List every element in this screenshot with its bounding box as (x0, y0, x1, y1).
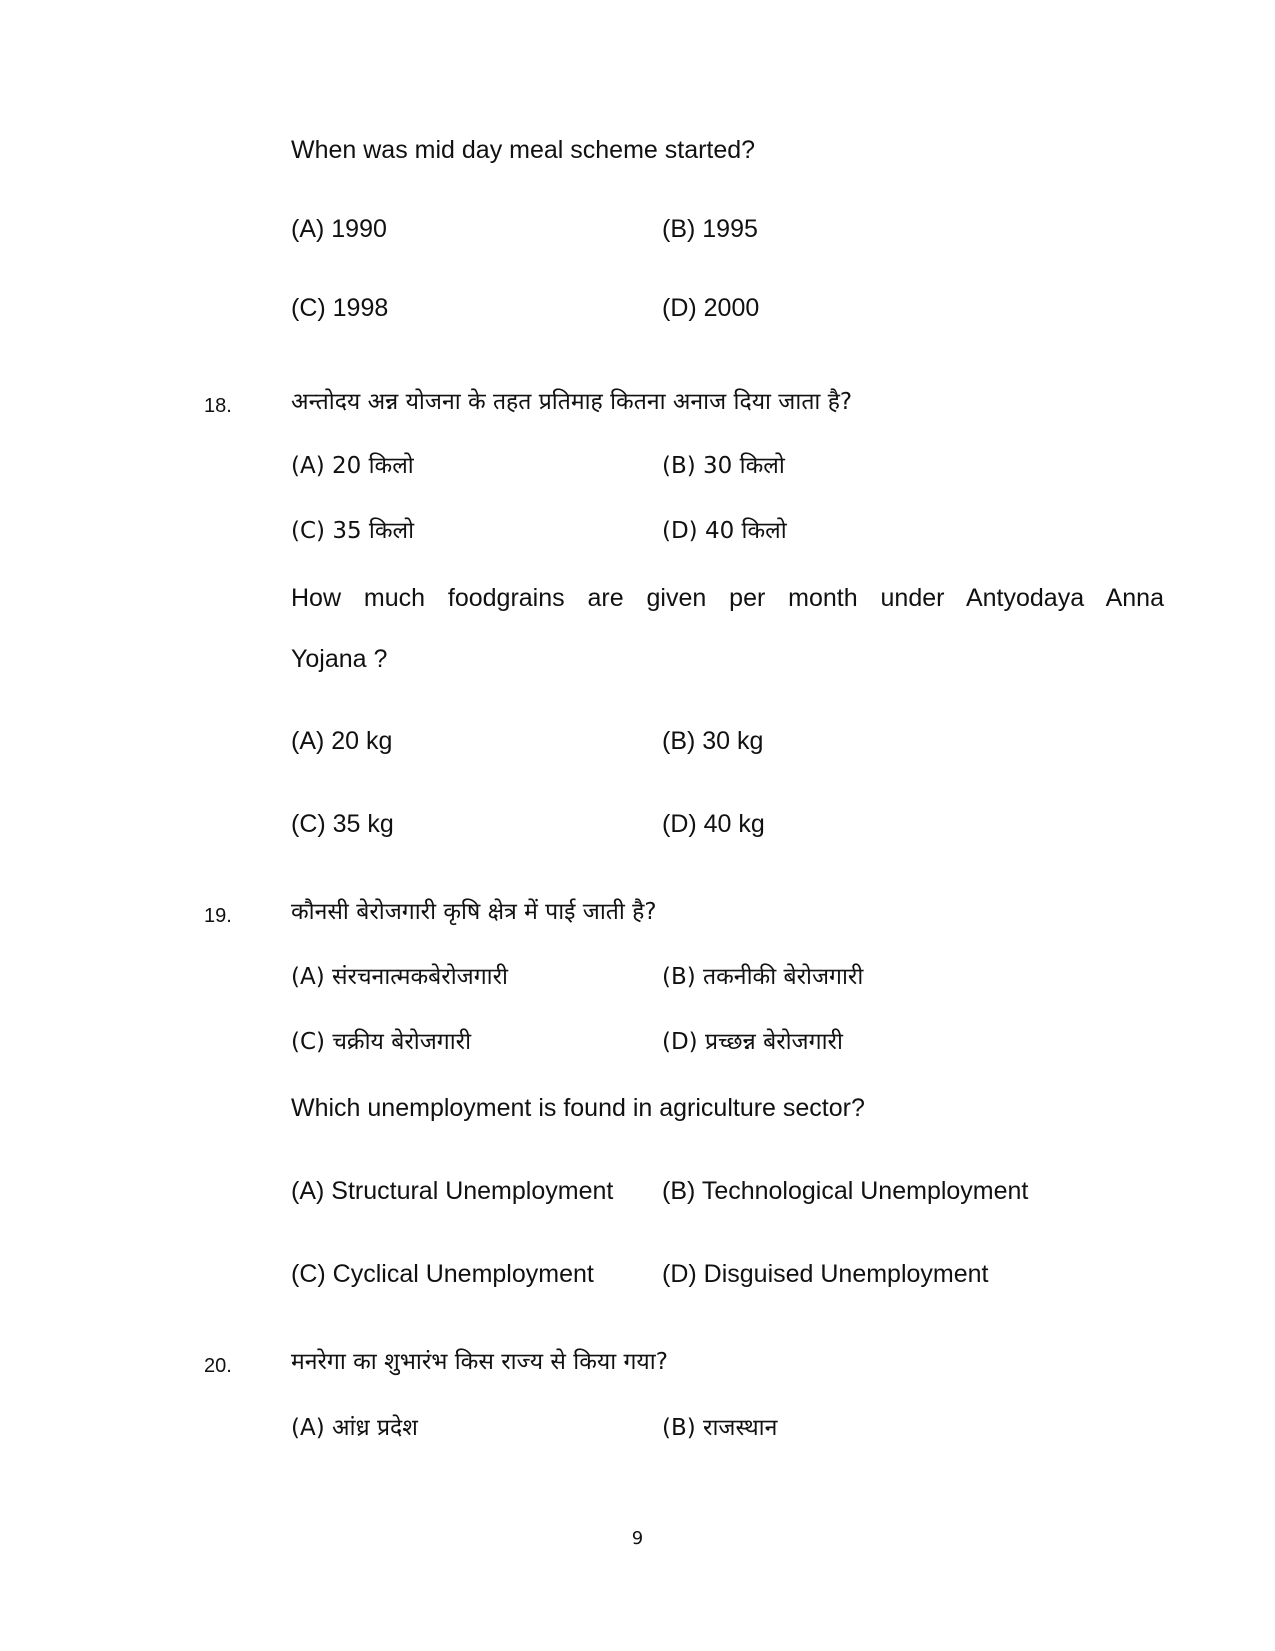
q20-option-a-hi: (A) आंध्र प्रदेश (291, 1415, 418, 1441)
q19-option-d-hi: (D) प्रच्छन्न बेरोजगारी (662, 1029, 843, 1055)
q19-option-c-hi: (C) चक्रीय बेरोजगारी (291, 1029, 472, 1055)
q18-number: 18. (204, 395, 232, 417)
q19-option-b-hi: (B) तकनीकी बेरोजगारी (662, 964, 864, 990)
q18-option-d-hi: (D) 40 किलो (662, 518, 787, 544)
q17-option-a-en: (A) 1990 (291, 215, 387, 243)
q18-option-b-en: (B) 30 kg (662, 727, 764, 755)
q18-option-c-hi: (C) 35 किलो (291, 518, 415, 544)
q19-option-b-en: (B) Technological Unemployment (662, 1177, 1029, 1205)
q18-option-a-en: (A) 20 kg (291, 727, 393, 755)
q18-text-en-line2: Yojana ? (291, 645, 388, 673)
q18-option-a-hi: (A) 20 किलो (291, 453, 414, 479)
q17-option-c-en: (C) 1998 (291, 294, 389, 322)
q19-text-hi: कौनसी बेरोजगारी कृषि क्षेत्र में पाई जाती है? (291, 899, 657, 925)
q18-text-en-line1: How much foodgrains are given per month under Antyodaya Anna (291, 584, 1164, 612)
q19-text-en: Which unemployment is found in agriculture sector? (291, 1094, 865, 1122)
q19-option-c-en: (C) Cyclical Unemployment (291, 1260, 594, 1288)
q18-option-c-en: (C) 35 kg (291, 810, 394, 838)
q18-text-hi: अन्तोदय अन्न योजना के तहत प्रतिमाह कितना अनाज दिया जाता है? (291, 389, 853, 415)
q20-text-hi: मनरेगा का शुभारंभ किस राज्य से किया गया? (291, 1349, 668, 1375)
q18-option-b-hi: (B) 30 किलो (662, 453, 785, 479)
q17-text-en: When was mid day meal scheme started? (291, 136, 756, 164)
q17-option-b-en: (B) 1995 (662, 215, 758, 243)
q19-number: 19. (204, 905, 232, 927)
q19-option-a-hi: (A) संरचनात्मकबेरोजगारी (291, 964, 508, 990)
q20-option-b-hi: (B) राजस्थान (662, 1415, 778, 1441)
q19-option-a-en: (A) Structural Unemployment (291, 1177, 614, 1205)
q19-option-d-en: (D) Disguised Unemployment (662, 1260, 989, 1288)
q17-option-d-en: (D) 2000 (662, 294, 760, 322)
q18-option-d-en: (D) 40 kg (662, 810, 765, 838)
page-number: 9 (631, 1528, 644, 1549)
q20-number: 20. (204, 1355, 232, 1377)
